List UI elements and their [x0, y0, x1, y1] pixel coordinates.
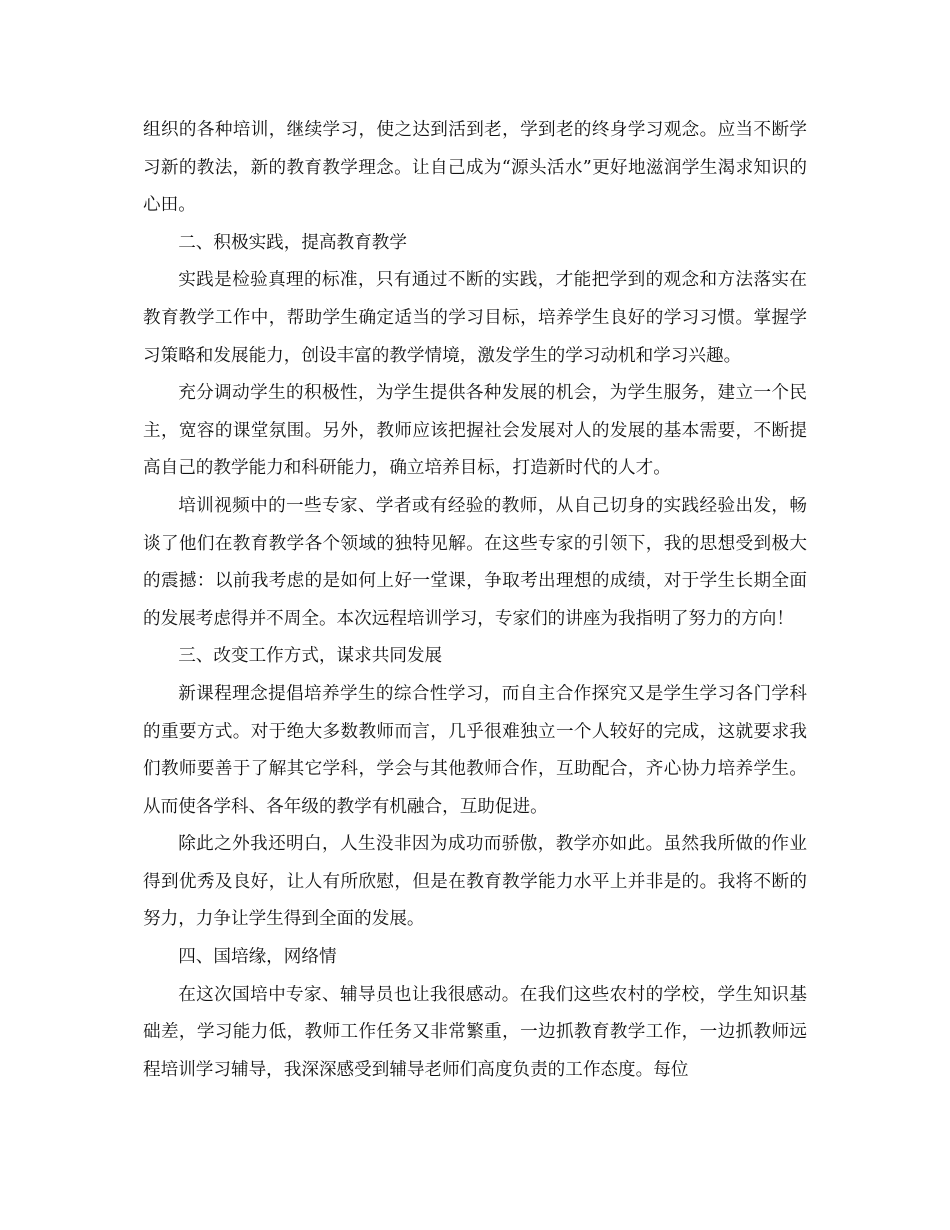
section-heading-2: 二、积极实践，提高教育教学 — [178, 232, 407, 253]
paragraph: 除此之外我还明白，人生没非因为成功而骄傲，教学亦如此。虽然我所做的作业得到优秀及良好，让人有所欣慰，但是在教育教学能力水平上并非是的。我将不断的努力，力争让学生得到全面的发展。 — [143, 834, 807, 930]
paragraph: 新课程理念提倡培养学生的综合性学习，而自主合作探究又是学生学习各门学科的重要方式。对于绝大多数教师而言，几乎很难独立一个人较好的完成，这就要求我们教师要善于了解其它学科，学会与其他教师合作，互助配合，齐心协力培养学生。从而使各学科、各年级的教学有机融合，互助促进。 — [143, 683, 807, 817]
section-heading-3: 三、改变工作方式，谋求共同发展 — [178, 646, 443, 667]
paragraph: 培训视频中的一些专家、学者或有经验的教师，从自己切身的实践经验出发，畅谈了他们在教育教学各个领域的独特见解。在这些专家的引领下，我的思想受到极大的震撼：以前我考虑的是如何上好一堂课，争取考出理想的成绩，对于学生长期全面的发展考虑得并不周全。本次远程培训学习，专家们的讲座为我指明了努力的方向！ — [143, 495, 807, 629]
section-heading-4: 四、国培缘，网络情 — [178, 947, 337, 968]
paragraph: 充分调动学生的积极性，为学生提供各种发展的机会，为学生服务，建立一个民主，宽容的课堂氛围。另外，教师应该把握社会发展对人的发展的基本需要，不断提高自己的教学能力和科研能力，确立培养目标，打造新时代的人才。 — [143, 383, 807, 479]
paragraph: 实践是检验真理的标准，只有通过不断的实践，才能把学到的观念和方法落实在教育教学工作中，帮助学生确定适当的学习目标，培养学生良好的学习习惯。掌握学习策略和发展能力，创设丰富的教学情境，激发学生的学习动机和学习兴趣。 — [143, 270, 807, 366]
paragraph-continuation: 组织的各种培训，继续学习，使之达到活到老，学到老的终身学习观念。应当不断学习新的教法，新的教育教学理念。让自己成为“源头活水”更好地滋润学生渴求知识的心田。 — [143, 120, 807, 216]
paragraph: 在这次国培中专家、辅导员也让我很感动。在我们这些农村的学校，学生知识基础差，学习能力低，教师工作任务又非常繁重，一边抓教育教学工作，一边抓教师远程培训学习辅导，我深深感受到辅导老师们高度负责的工作态度。每位 — [143, 984, 807, 1080]
document-body — [143, 112, 807, 1089]
